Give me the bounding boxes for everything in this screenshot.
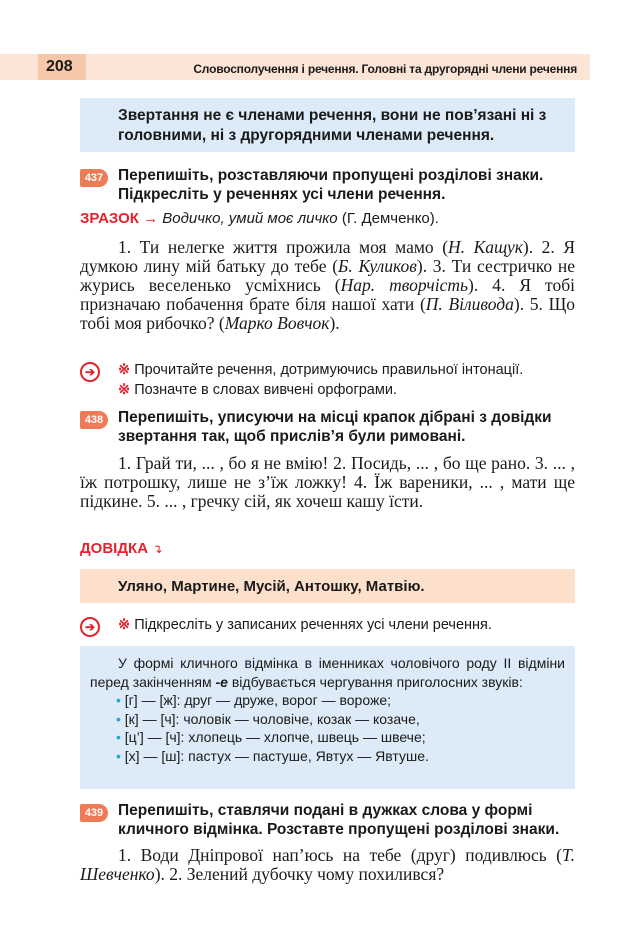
rule-item-text: [ц’] — [ч]: хлопець — хлопче, швець — швече; (124, 729, 426, 745)
rule-ending: -е (215, 673, 228, 690)
info-box: Звертання не є членами речення, вони не пов’язані ні з головними, ні з другорядними членами речення. (80, 98, 575, 152)
exercise-439-task: Перепишіть, ставлячи подані в дужках слова у формі кличного відмінка. Розставте пропущені розділові знаки. (118, 802, 560, 838)
sample-source: (Г. Демченко). (341, 210, 439, 227)
rule-item (116, 691, 565, 710)
text-segment: 1. Води Дніпрової нап’юсь на тебе (друг) подивлюсь ( (118, 845, 562, 865)
text-segment: ). 4. Я тобі призначаю побачення брате біля нашої хати ( (80, 275, 575, 314)
exercise-438-body: 1. Грай ти, ... , бо я не вмію! 2. Посидь, ... , бо ще рано. 3. ... , їж потрошку, лише не з’їж ложку! 4. Їж вареники, ... , мати ще підкине. 5. ... , гречку сій, як хочеш кашу їсти. (80, 453, 575, 511)
rule-intro-text: У формі кличного відмінка в іменниках чоловічого роду II відміни перед закінченням (90, 655, 565, 690)
rule-item-text: [х] — [ш]: пастух — пастуше, Явтух — Явтуше. (124, 747, 429, 764)
task-item (118, 615, 492, 635)
bullet-icon: • (116, 710, 121, 727)
task-text: Прочитайте речення, дотримуючись правильної інтонації. (134, 362, 524, 378)
exercise-439-body (80, 846, 575, 884)
rule-list (90, 691, 565, 765)
task-item (118, 360, 523, 380)
source: Нар. творчість (340, 275, 468, 295)
text-segment: ). 2. Зелений дубочку чому похилився? (154, 864, 445, 884)
bullet-icon: • (116, 729, 121, 745)
rule-item (116, 747, 565, 766)
rule-intro-text: відбувається чергування приголосних звуків: (227, 673, 523, 690)
asterisk-icon: ※ (118, 617, 131, 633)
reference-label: ДОВІДКА (80, 540, 149, 557)
arrow-right-icon: → (143, 210, 159, 227)
asterisk-icon: ※ (118, 362, 131, 378)
reference-words: Уляно, Мартине, Мусій, Антошку, Матвію. (118, 578, 425, 595)
text-segment: ). 5. Що тобі моя рибочко? ( (80, 294, 576, 333)
text-segment: ). 3. Ти сестричко не журись веселенько усміхнись ( (80, 256, 575, 295)
rule-text (90, 654, 565, 765)
arrow-down-icon: ↴ (152, 542, 163, 556)
source: П. Віливода (425, 294, 514, 314)
exercise-438-task: Перепишіть, уписуючи на місці крапок дібрані з довідки звертання так, щоб прислів’я були римовані. (118, 409, 552, 445)
text-segment: ). (329, 313, 340, 333)
bullet-icon: • (116, 747, 121, 764)
exercise-number-439: 439 (80, 804, 108, 822)
task-arrow-icon: ➔ (80, 362, 100, 382)
source: Н. Кащук (448, 237, 523, 257)
rule-item (116, 728, 565, 747)
text-segment: 1. Ти нелегке життя прожила моя мамо ( (118, 237, 449, 257)
sample-text: Водичко, умий моє личко (162, 210, 338, 227)
asterisk-icon: ※ (118, 382, 131, 398)
bullet-icon: • (116, 692, 121, 708)
exercise-437-body (80, 238, 575, 333)
rule-item-text: [г] — [ж]: друг — друже, ворог — вороже; (124, 692, 392, 708)
task-item (118, 380, 397, 400)
exercise-437-task: Перепишіть, розставляючи пропущені розділові знаки. Підкресліть у реченнях усі члени речення. (118, 167, 544, 203)
source: Марко Вовчок (224, 313, 330, 333)
exercise-number-438: 438 (80, 411, 108, 429)
page-number: 208 (46, 58, 73, 75)
running-title: Словосполучення і речення. Головні та другорядні члени речення (193, 62, 577, 76)
source: Т. Шевченко (80, 845, 575, 884)
sample-label: ЗРАЗОК (80, 210, 139, 227)
sample-line (80, 210, 439, 227)
task-text: Підкресліть у записаних реченнях усі члени речення. (134, 617, 492, 633)
rule-item (116, 710, 565, 729)
task-arrow-icon: ➔ (80, 617, 100, 637)
rule-item-text: [к] — [ч]: чоловік — чоловіче, козак — козаче, (124, 710, 420, 727)
text-segment: ). 2. Я думкою лину мій батьку до тебе ( (80, 237, 575, 276)
rule-intro (90, 654, 565, 691)
exercise-number-437: 437 (80, 169, 108, 187)
task-text: Позначте в словах вивчені орфограми. (134, 382, 397, 398)
reference-label-row (80, 540, 163, 558)
source: Б. Куликов (338, 256, 417, 276)
